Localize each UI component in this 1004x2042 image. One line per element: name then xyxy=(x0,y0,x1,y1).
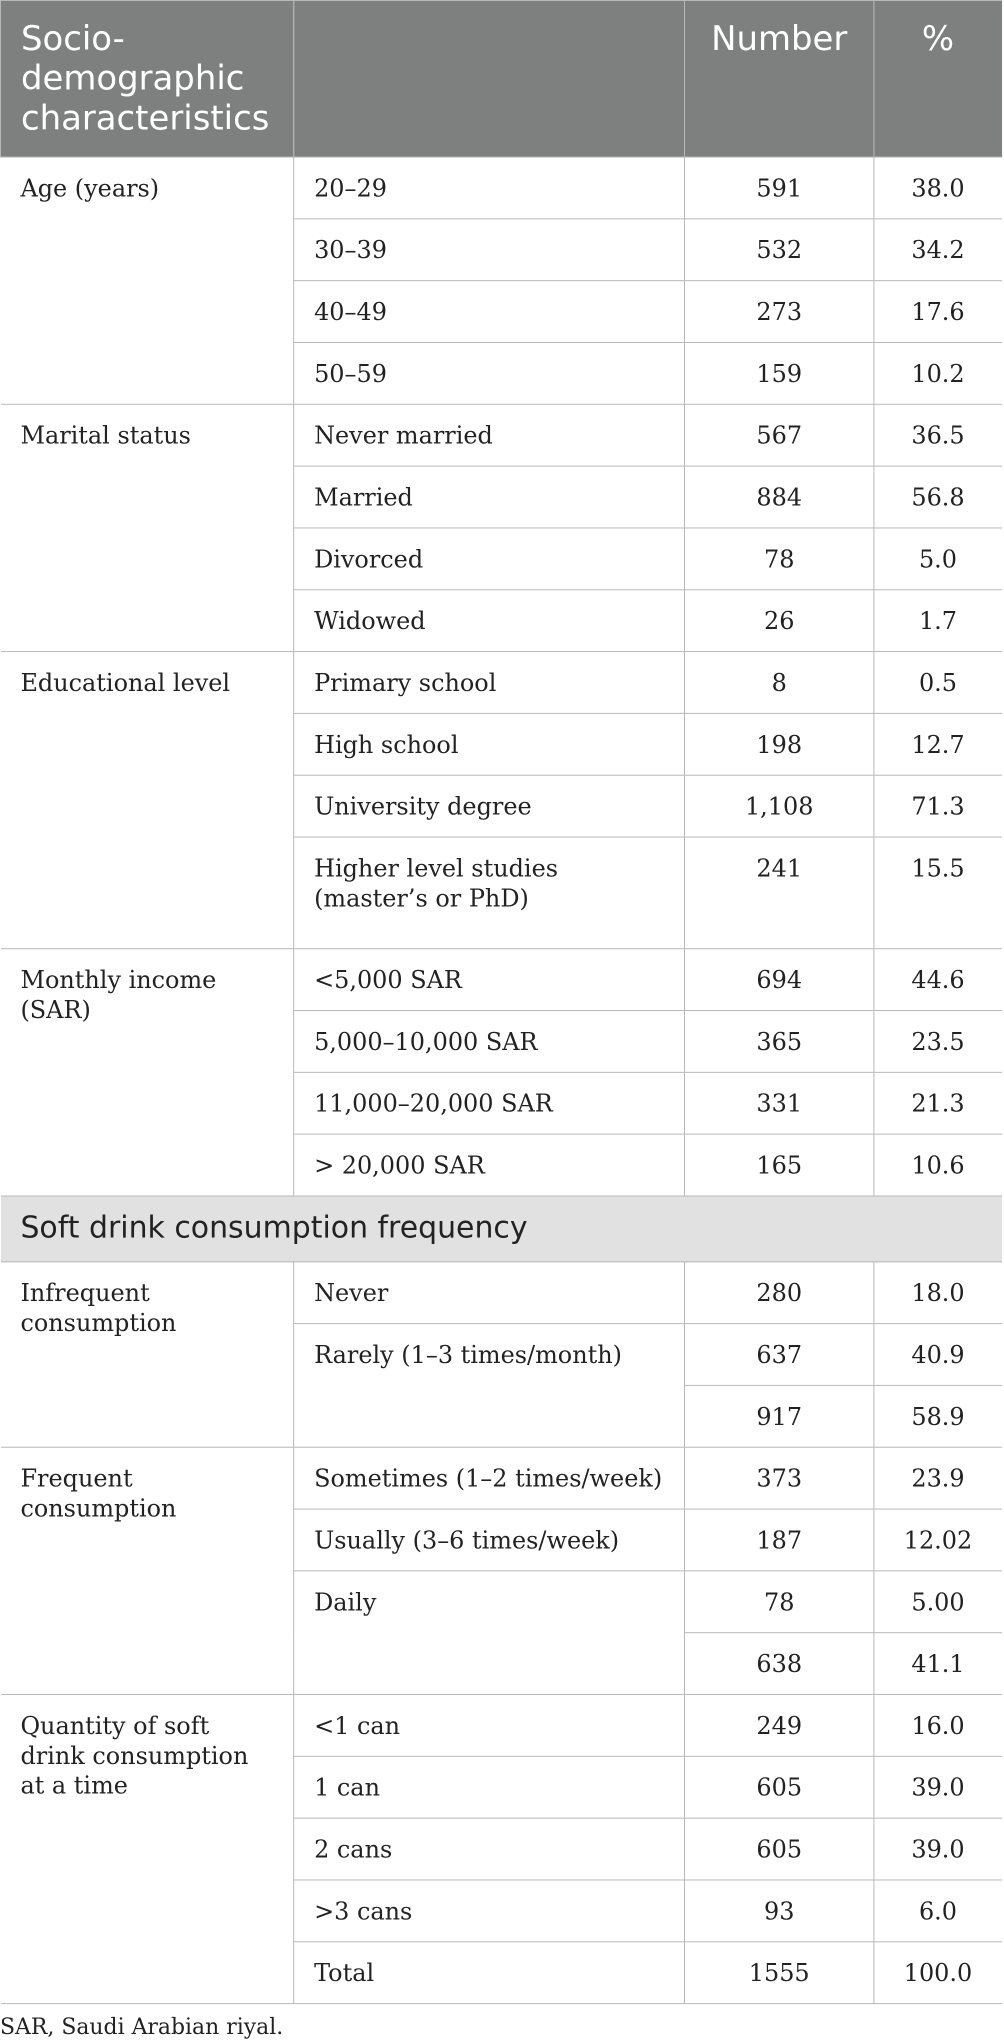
row-number: 532 xyxy=(684,219,873,281)
section-title: Soft drink consumption frequency xyxy=(0,1196,1001,1262)
row-percent: 34.2 xyxy=(874,219,1002,281)
row-number: 637 xyxy=(684,1324,873,1386)
row-category: Divorced xyxy=(294,528,685,590)
row-category: Higher level studies (master’s or PhD) xyxy=(294,837,685,949)
row-number: 694 xyxy=(684,949,873,1011)
row-percent: 39.0 xyxy=(874,1818,1002,1880)
row-category: Married xyxy=(294,466,685,528)
row-number: 280 xyxy=(684,1262,873,1324)
row-number: 159 xyxy=(684,342,873,404)
header-characteristics: Socio-demographic characteristics xyxy=(0,0,293,157)
row-category: Never married xyxy=(294,404,685,466)
row-percent: 5.00 xyxy=(874,1571,1002,1633)
row-percent: 17.6 xyxy=(874,281,1002,343)
row-number: 187 xyxy=(684,1509,873,1571)
row-percent: 23.9 xyxy=(874,1447,1002,1509)
row-percent: 56.8 xyxy=(874,466,1002,528)
group-label-education: Educational level xyxy=(0,652,293,949)
row-percent: 1.7 xyxy=(874,590,1002,652)
row-number: 1,108 xyxy=(684,775,873,837)
row-number: 8 xyxy=(684,652,873,714)
row-percent: 40.9 xyxy=(874,1324,1002,1386)
row-percent: 15.5 xyxy=(874,837,1002,949)
row-percent: 44.6 xyxy=(874,949,1002,1011)
group-label-infrequent: Infrequent consumption xyxy=(0,1262,293,1447)
row-category: Usually (3–6 times/week) xyxy=(294,1509,685,1571)
row-category: Sometimes (1–2 times/week) xyxy=(294,1447,685,1509)
row-number: 273 xyxy=(684,281,873,343)
row-category: University degree xyxy=(294,775,685,837)
row-percent: 12.7 xyxy=(874,713,1002,775)
row-number: 365 xyxy=(684,1011,873,1073)
section-header-row xyxy=(0,1196,1001,1262)
row-category: Rarely (1–3 times/month) xyxy=(294,1324,685,1448)
row-number: 198 xyxy=(684,713,873,775)
table-row xyxy=(0,652,1001,714)
row-percent: 58.9 xyxy=(874,1385,1002,1447)
row-category: Widowed xyxy=(294,590,685,652)
row-number: 165 xyxy=(684,1134,873,1196)
row-number: 567 xyxy=(684,404,873,466)
row-number: 638 xyxy=(684,1633,873,1695)
table-row xyxy=(0,949,1001,1011)
row-number: 331 xyxy=(684,1072,873,1134)
row-number: 917 xyxy=(684,1385,873,1447)
header-row xyxy=(0,0,1001,157)
row-category: 5,000–10,000 SAR xyxy=(294,1011,685,1073)
row-number: 249 xyxy=(684,1695,873,1757)
group-label-quantity: Quantity of soft drink consumption at a time xyxy=(0,1695,293,2004)
group-label-age: Age (years) xyxy=(0,157,293,404)
row-number: 241 xyxy=(684,837,873,949)
row-category: 30–39 xyxy=(294,219,685,281)
header-number: Number xyxy=(684,0,873,157)
row-percent: 21.3 xyxy=(874,1072,1002,1134)
row-number: 78 xyxy=(684,528,873,590)
row-category: 1 can xyxy=(294,1756,685,1818)
row-category: Daily xyxy=(294,1571,685,1695)
row-category: <5,000 SAR xyxy=(294,949,685,1011)
table-row xyxy=(0,157,1001,219)
row-category: > 20,000 SAR xyxy=(294,1134,685,1196)
table-footnote: SAR, Saudi Arabian riyal. xyxy=(0,2015,284,2041)
row-number: 93 xyxy=(684,1880,873,1942)
row-category: 2 cans xyxy=(294,1818,685,1880)
row-percent: 10.2 xyxy=(874,342,1002,404)
row-number: 78 xyxy=(684,1571,873,1633)
row-percent: 0.5 xyxy=(874,652,1002,714)
table-row xyxy=(0,1447,1001,1509)
table-row xyxy=(0,404,1001,466)
group-label-income: Monthly income (SAR) xyxy=(0,949,293,1196)
row-category: >3 cans xyxy=(294,1880,685,1942)
row-percent: 41.1 xyxy=(874,1633,1002,1695)
row-percent: 39.0 xyxy=(874,1756,1002,1818)
row-percent: 36.5 xyxy=(874,404,1002,466)
row-category: 50–59 xyxy=(294,342,685,404)
row-category: High school xyxy=(294,713,685,775)
row-number: 373 xyxy=(684,1447,873,1509)
row-percent: 23.5 xyxy=(874,1011,1002,1073)
row-percent: 12.02 xyxy=(874,1509,1002,1571)
row-percent: 100.0 xyxy=(874,1942,1002,2004)
row-category: <1 can xyxy=(294,1695,685,1757)
group-label-marital: Marital status xyxy=(0,404,293,651)
row-category: 40–49 xyxy=(294,281,685,343)
row-category: 11,000–20,000 SAR xyxy=(294,1072,685,1134)
row-number: 1555 xyxy=(684,1942,873,2004)
row-percent: 71.3 xyxy=(874,775,1002,837)
row-percent: 6.0 xyxy=(874,1880,1002,1942)
table-row xyxy=(0,1262,1001,1324)
row-category: Total xyxy=(294,1942,685,2004)
header-category xyxy=(294,0,685,157)
table-row xyxy=(0,1695,1001,1757)
row-category: Never xyxy=(294,1262,685,1324)
row-number: 26 xyxy=(684,590,873,652)
row-number: 884 xyxy=(684,466,873,528)
row-percent: 16.0 xyxy=(874,1695,1002,1757)
row-number: 591 xyxy=(684,157,873,219)
row-percent: 10.6 xyxy=(874,1134,1002,1196)
row-category: Primary school xyxy=(294,652,685,714)
header-percent: % xyxy=(874,0,1002,157)
row-percent: 38.0 xyxy=(874,157,1002,219)
row-percent: 5.0 xyxy=(874,528,1002,590)
row-percent: 18.0 xyxy=(874,1262,1002,1324)
row-category: 20–29 xyxy=(294,157,685,219)
group-label-frequent: Frequent consumption xyxy=(0,1447,293,1694)
row-number: 605 xyxy=(684,1818,873,1880)
row-number: 605 xyxy=(684,1756,873,1818)
